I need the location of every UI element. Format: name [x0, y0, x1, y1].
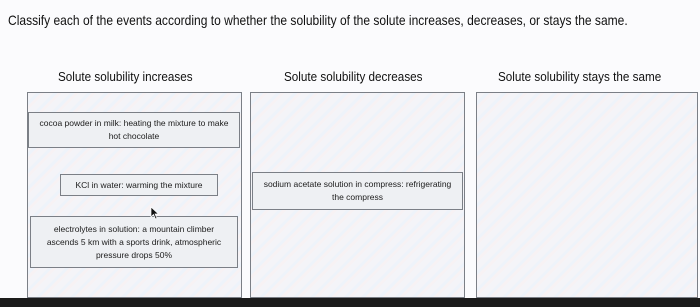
card-electrolytes[interactable] — [30, 216, 238, 268]
card-label: sodium acetate solution in compress: refrigerating the compress — [263, 179, 452, 202]
mouse-pointer-icon — [150, 206, 160, 220]
card-cocoa-powder[interactable] — [28, 112, 240, 148]
card-sodium-acetate[interactable] — [252, 172, 463, 210]
card-label: KCl in water: warming the mixture — [75, 179, 203, 190]
card-label: electrolytes in solution: a mountain climber ascends 5 km with a sports drink, atmospheric pressure drops 50% — [46, 223, 222, 260]
bottom-bar — [0, 298, 700, 307]
bin-heading-stays-same: Solute solubility stays the same — [498, 69, 662, 84]
card-kcl-water[interactable] — [60, 174, 218, 196]
bin-heading-decreases: Solute solubility decreases — [284, 69, 423, 84]
card-label: cocoa powder in milk: heating the mixture to make hot chocolate — [39, 118, 229, 141]
instructions-text: Classify each of the events according to whether the solubility of the solute increases, decreases, or stays the same. — [8, 12, 628, 28]
drop-zone-stays-same[interactable] — [476, 92, 698, 298]
bin-heading-increases: Solute solubility increases — [58, 69, 193, 84]
